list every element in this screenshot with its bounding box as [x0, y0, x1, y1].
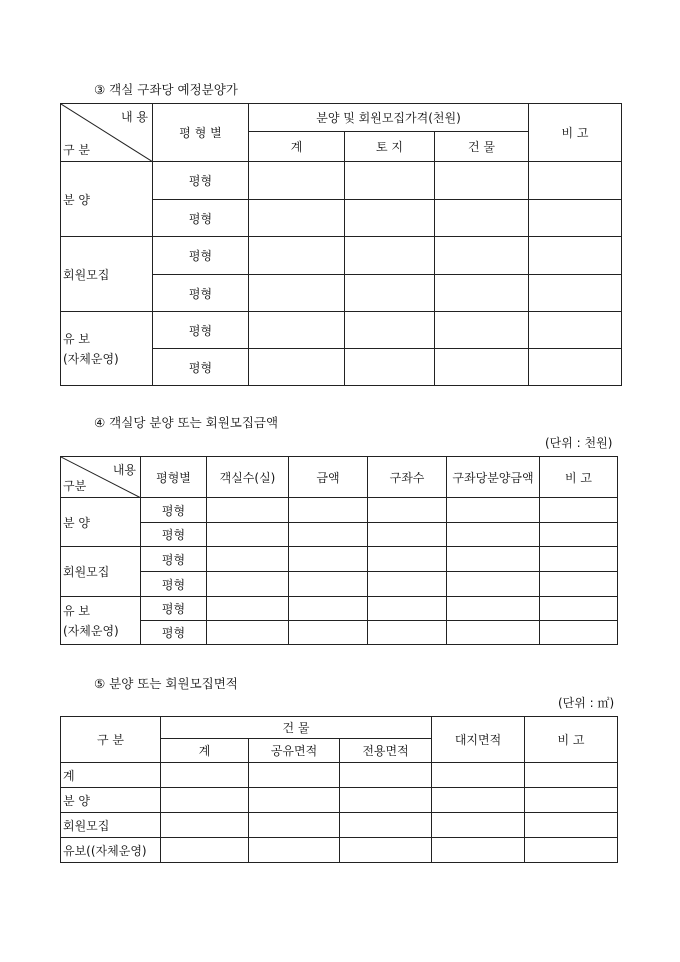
units-cell[interactable]	[368, 572, 447, 597]
building-cell[interactable]	[435, 275, 529, 312]
note-cell[interactable]	[529, 349, 622, 386]
note-cell[interactable]	[529, 312, 622, 349]
section5-table	[60, 716, 618, 863]
total-cell[interactable]	[249, 200, 345, 237]
row-label-membership: 회원모집	[61, 547, 141, 597]
section4-diagonal-header	[61, 457, 141, 498]
type-cell: 평형	[153, 237, 249, 275]
land-cell[interactable]	[345, 312, 435, 349]
type-cell: 평형	[141, 572, 207, 597]
amount-header: 금액	[289, 457, 368, 498]
unit-price-cell[interactable]	[447, 498, 540, 523]
diag-top-label: 내용	[112, 463, 136, 477]
amount-cell[interactable]	[289, 547, 368, 572]
rooms-cell[interactable]	[207, 523, 289, 547]
shared-area-header: 공유면적	[249, 739, 340, 763]
row-label-membership: 회원모집	[61, 237, 153, 312]
units-cell[interactable]	[368, 523, 447, 547]
amount-cell[interactable]	[289, 597, 368, 621]
rooms-cell[interactable]	[207, 572, 289, 597]
row-label-total: 계	[61, 763, 161, 788]
total-header: 계	[161, 739, 249, 763]
land-cell[interactable]	[345, 200, 435, 237]
total-cell[interactable]	[249, 237, 345, 275]
units-header: 구좌수	[368, 457, 447, 498]
row-label-sale: 분 양	[61, 788, 161, 813]
land-cell[interactable]	[345, 275, 435, 312]
land-area-cell[interactable]	[432, 788, 525, 813]
rooms-cell[interactable]	[207, 547, 289, 572]
shared-area-cell[interactable]	[249, 763, 340, 788]
note-cell[interactable]	[525, 838, 618, 863]
land-area-header: 대지면적	[432, 717, 525, 763]
type-cell: 평형	[141, 547, 207, 572]
row-label-line2: (자체운영)	[63, 623, 119, 638]
type-cell: 평형	[153, 349, 249, 386]
units-cell[interactable]	[368, 597, 447, 621]
row-label-line1: 유 보	[63, 331, 90, 346]
section3-table	[60, 103, 622, 386]
building-header: 건 물	[435, 132, 529, 162]
building-cell[interactable]	[435, 349, 529, 386]
row-label-membership: 회원모집	[61, 813, 161, 838]
units-cell[interactable]	[368, 498, 447, 523]
type-cell: 평형	[153, 312, 249, 349]
amount-cell[interactable]	[289, 572, 368, 597]
note-header: 비 고	[525, 717, 618, 763]
section4-unit: (단위 : 천원)	[545, 436, 613, 450]
note-cell[interactable]	[540, 621, 618, 645]
unit-price-cell[interactable]	[447, 572, 540, 597]
type-cell: 평형	[141, 498, 207, 523]
land-cell[interactable]	[345, 237, 435, 275]
rooms-header: 객실수(실)	[207, 457, 289, 498]
total-cell[interactable]	[161, 763, 249, 788]
section5-unit: (단위 : ㎡)	[558, 696, 615, 710]
total-cell[interactable]	[161, 813, 249, 838]
rooms-cell[interactable]	[207, 597, 289, 621]
total-header: 계	[249, 132, 345, 162]
unit-price-cell[interactable]	[447, 523, 540, 547]
exclusive-area-cell[interactable]	[340, 838, 432, 863]
note-cell[interactable]	[525, 788, 618, 813]
section3-diagonal-header	[61, 104, 153, 162]
note-cell[interactable]	[540, 547, 618, 572]
building-cell[interactable]	[435, 312, 529, 349]
units-cell[interactable]	[368, 547, 447, 572]
exclusive-area-cell[interactable]	[340, 763, 432, 788]
section5-title: ⑤ 분양 또는 회원모집면적	[94, 676, 238, 691]
exclusive-area-cell[interactable]	[340, 813, 432, 838]
land-area-cell[interactable]	[432, 813, 525, 838]
rooms-cell[interactable]	[207, 498, 289, 523]
exclusive-area-cell[interactable]	[340, 788, 432, 813]
total-cell[interactable]	[249, 312, 345, 349]
total-cell[interactable]	[161, 788, 249, 813]
section4-table	[60, 456, 618, 645]
type-cell: 평형	[141, 621, 207, 645]
note-cell[interactable]	[540, 572, 618, 597]
units-cell[interactable]	[368, 621, 447, 645]
col-type-header: 평 형 별	[153, 104, 249, 162]
land-cell[interactable]	[345, 162, 435, 200]
note-header: 비 고	[529, 104, 622, 162]
category-header: 구 분	[61, 717, 161, 763]
type-cell: 평형	[141, 523, 207, 547]
type-cell: 평형	[153, 200, 249, 237]
note-cell[interactable]	[525, 763, 618, 788]
row-label-reserved	[61, 312, 153, 386]
shared-area-cell[interactable]	[249, 838, 340, 863]
unit-price-cell[interactable]	[447, 547, 540, 572]
section4-title: ④ 객실당 분양 또는 회원모집금액	[94, 415, 279, 430]
note-cell[interactable]	[540, 597, 618, 621]
land-header: 토 지	[345, 132, 435, 162]
rooms-cell[interactable]	[207, 621, 289, 645]
price-group-header: 분양 및 회원모집가격(천원)	[249, 104, 529, 132]
row-label-line2: (자체운영)	[63, 351, 119, 366]
amount-cell[interactable]	[289, 621, 368, 645]
row-label-line1: 유 보	[63, 603, 90, 618]
note-cell[interactable]	[529, 275, 622, 312]
row-label-reserved: 유보((자체운영)	[61, 838, 161, 863]
total-cell[interactable]	[249, 349, 345, 386]
building-cell[interactable]	[435, 200, 529, 237]
diag-bottom-label: 구분	[63, 479, 87, 493]
total-cell[interactable]	[249, 162, 345, 200]
row-label-sale: 분 양	[61, 498, 141, 547]
unit-price-cell[interactable]	[447, 597, 540, 621]
note-cell[interactable]	[529, 200, 622, 237]
land-area-cell[interactable]	[432, 763, 525, 788]
building-group-header: 건 물	[161, 717, 432, 739]
diag-bottom-label: 구 분	[63, 143, 90, 157]
land-area-cell[interactable]	[432, 838, 525, 863]
shared-area-cell[interactable]	[249, 788, 340, 813]
row-label-sale: 분 양	[61, 162, 153, 237]
note-cell[interactable]	[529, 237, 622, 275]
diag-top-label: 내 용	[121, 110, 148, 124]
section3-title: ③ 객실 구좌당 예정분양가	[94, 82, 238, 97]
note-cell[interactable]	[540, 498, 618, 523]
land-cell[interactable]	[345, 349, 435, 386]
building-cell[interactable]	[435, 237, 529, 275]
total-cell[interactable]	[161, 838, 249, 863]
type-cell: 평형	[153, 162, 249, 200]
type-cell: 평형	[141, 597, 207, 621]
shared-area-cell[interactable]	[249, 813, 340, 838]
note-cell[interactable]	[529, 162, 622, 200]
exclusive-area-header: 전용면적	[340, 739, 432, 763]
note-cell[interactable]	[525, 813, 618, 838]
type-header: 평형별	[141, 457, 207, 498]
unit-price-header: 구좌당분양금액	[447, 457, 540, 498]
unit-price-cell[interactable]	[447, 621, 540, 645]
amount-cell[interactable]	[289, 498, 368, 523]
amount-cell[interactable]	[289, 523, 368, 547]
note-header: 비 고	[540, 457, 618, 498]
total-cell[interactable]	[249, 275, 345, 312]
note-cell[interactable]	[540, 523, 618, 547]
building-cell[interactable]	[435, 162, 529, 200]
row-label-reserved	[61, 597, 141, 645]
type-cell: 평형	[153, 275, 249, 312]
